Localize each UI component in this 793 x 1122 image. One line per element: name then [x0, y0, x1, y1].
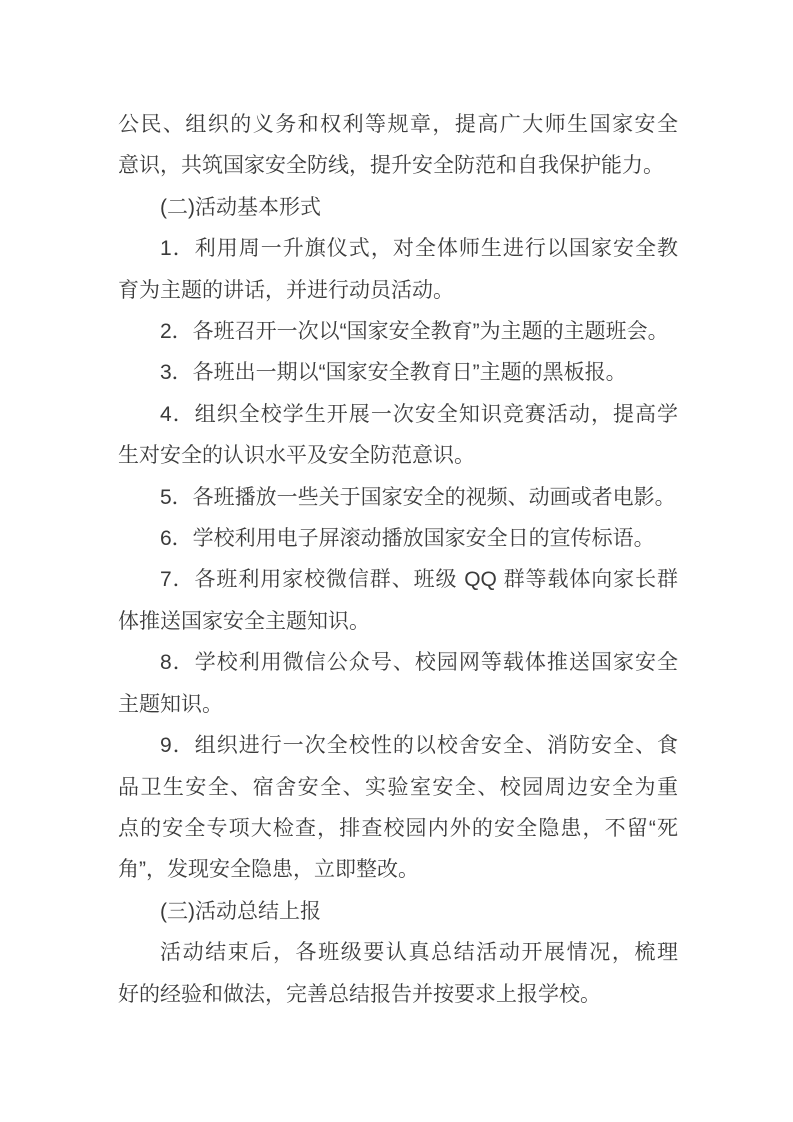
document-line: 育为主题的讲话，并进行动员活动。	[118, 278, 454, 302]
document-line: 品卫生安全、宿舍安全、实验室安全、校园周边安全为重	[118, 775, 678, 799]
document-line: 8．学校利用微信公众号、校园网等载体推送国家安全	[160, 651, 678, 675]
document-line: (三)活动总结上报	[160, 899, 321, 923]
document-line: 2．各班召开一次以“国家安全教育”为主题的主题班会。	[160, 320, 669, 344]
document-line: 角”，发现安全隐患，立即整改。	[118, 858, 419, 882]
document-line: 4．组织全校学生开展一次安全知识竞赛活动，提高学	[160, 402, 678, 426]
document-line: 1．利用周一升旗仪式，对全体师生进行以国家安全教	[160, 237, 678, 261]
document-line: 9．组织进行一次全校性的以校舍安全、消防安全、食	[160, 734, 678, 758]
document-line: 生对安全的认识水平及安全防范意识。	[118, 444, 475, 468]
document-line: 6．学校利用电子屏滚动播放国家安全日的宣传标语。	[160, 527, 655, 551]
document-line: 公民、组织的义务和权利等规章，提高广大师生国家安全	[118, 113, 678, 136]
document-line: 活动结束后，各班级要认真总结活动开展情况，梳理	[160, 941, 678, 965]
document-line: 7．各班利用家校微信群、班级 QQ 群等载体向家长群	[160, 568, 678, 592]
document-line: 3．各班出一期以“国家安全教育日”主题的黑板报。	[160, 361, 627, 385]
document-line: 主题知识。	[118, 692, 223, 716]
document-line: 5．各班播放一些关于国家安全的视频、动画或者电影。	[160, 485, 676, 509]
document-line: 意识，共筑国家安全防线，提升安全防范和自我保护能力。	[118, 154, 664, 178]
document-body	[118, 104, 678, 1015]
document-line: (二)活动基本形式	[160, 195, 321, 219]
document-line: 好的经验和做法，完善总结报告并按要求上报学校。	[118, 982, 601, 1006]
document-line: 体推送国家安全主题知识。	[118, 609, 370, 633]
document-line: 点的安全专项大检查，排查校园内外的安全隐患，不留“死	[118, 816, 678, 840]
